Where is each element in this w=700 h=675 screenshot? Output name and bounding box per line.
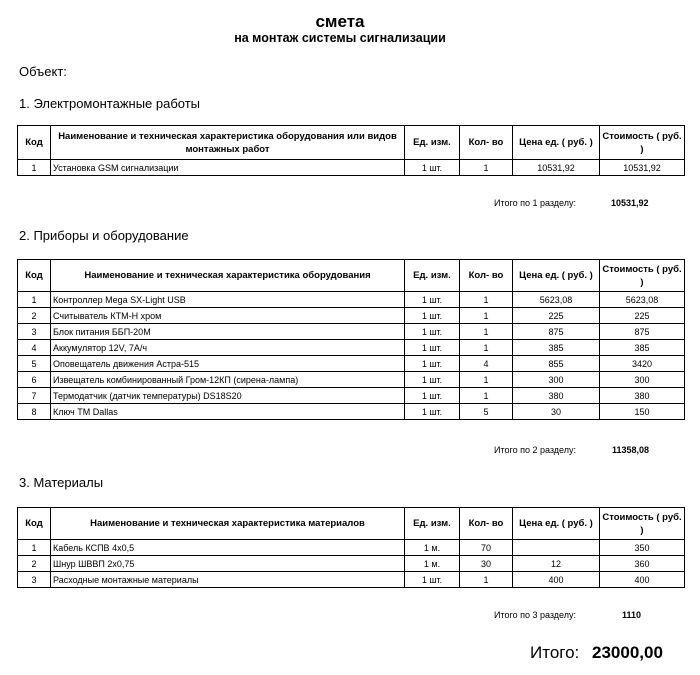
cell-cost: 150 [600,404,685,420]
cell-code: 4 [18,340,51,356]
cell-name: Ключ ТМ Dallas [51,404,405,420]
cell-cost: 3420 [600,356,685,372]
cell-name: Оповещатель движения Астра-515 [51,356,405,372]
cell-code: 1 [18,292,51,308]
col-header-name: Наименование и техническая характеристика материалов [51,508,405,540]
col-header-price: Цена ед. ( руб. ) [513,508,600,540]
table-header-row [18,508,685,540]
col-header-unit: Ед. изм. [405,126,460,160]
col-header-code: Код [18,508,51,540]
cell-price: 855 [513,356,600,372]
cell-price: 10531,92 [513,160,600,176]
grand-total-label: Итого: [530,643,580,662]
cell-code: 3 [18,324,51,340]
col-header-cost: Стоимость ( руб. ) [600,126,685,160]
table-row [18,404,685,420]
table-row [18,324,685,340]
cell-qty: 1 [460,572,513,588]
cell-price [513,540,600,556]
cell-code: 1 [18,160,51,176]
cell-qty: 1 [460,372,513,388]
cell-code: 2 [18,556,51,572]
col-header-name: Наименование и техническая характеристика оборудования [51,260,405,292]
section-2-table [17,259,685,420]
section-1-table [17,125,685,176]
cell-price: 385 [513,340,600,356]
cell-cost: 360 [600,556,685,572]
cell-name: Блок питания ББП-20М [51,324,405,340]
col-header-name: Наименование и техническая характеристика оборудования или видов монтажных работ [51,126,405,160]
cell-name: Извещатель комбинированный Гром-12КП (сирена-лампа) [51,372,405,388]
cell-name: Шнур ШВВП 2х0,75 [51,556,405,572]
cell-price: 380 [513,388,600,404]
cell-qty: 1 [460,160,513,176]
cell-price: 225 [513,308,600,324]
cell-qty: 70 [460,540,513,556]
cell-unit: 1 шт. [405,572,460,588]
cell-code: 6 [18,372,51,388]
cell-unit: 1 шт. [405,340,460,356]
cell-name: Расходные монтажные материалы [51,572,405,588]
table-row [18,372,685,388]
subtotal-value: 1110 [622,610,642,620]
subtotal-value: 11358,08 [612,445,650,455]
cell-cost: 300 [600,372,685,388]
cell-price: 12 [513,556,600,572]
cell-code: 3 [18,572,51,588]
cell-unit: 1 шт. [405,372,460,388]
cell-qty: 1 [460,340,513,356]
table-row [18,356,685,372]
cell-qty: 1 [460,388,513,404]
table-row [18,572,685,588]
col-header-code: Код [18,126,51,160]
object-label: Объект: [19,64,67,79]
cell-unit: 1 шт. [405,292,460,308]
cell-name: Установка GSM сигнализации [51,160,405,176]
cell-price: 5623,08 [513,292,600,308]
col-header-qty: Кол- во [460,126,513,160]
cell-cost: 380 [600,388,685,404]
cell-name: Контроллер Mega SX-Light USB [51,292,405,308]
table-row [18,388,685,404]
section-3-table [17,507,685,588]
cell-code: 2 [18,308,51,324]
subtotal-label: Итого по 3 разделу: [494,610,577,620]
cell-name: Аккумулятор 12V, 7А/ч [51,340,405,356]
section-3-title: 3. Материалы [19,475,104,490]
cell-code: 1 [18,540,51,556]
cell-cost: 225 [600,308,685,324]
cell-cost: 400 [600,572,685,588]
cell-code: 5 [18,356,51,372]
cell-unit: 1 шт. [405,308,460,324]
table-row [18,340,685,356]
table-row [18,540,685,556]
table-row [18,160,685,176]
table-header-row [18,126,685,160]
cell-price: 300 [513,372,600,388]
document-title: смета [315,12,365,31]
table-header-row [18,260,685,292]
cell-code: 7 [18,388,51,404]
cell-cost: 5623,08 [600,292,685,308]
cell-name: Термодатчик (датчик температуры) DS18S20 [51,388,405,404]
col-header-price: Цена ед. ( руб. ) [513,126,600,160]
grand-total [530,643,663,663]
cell-unit: 1 шт. [405,388,460,404]
cell-code: 8 [18,404,51,420]
cell-unit: 1 шт. [405,356,460,372]
subtotal-label: Итого по 1 разделу: [494,198,577,208]
col-header-qty: Кол- во [460,260,513,292]
cell-qty: 1 [460,292,513,308]
section-1-title: 1. Электромонтажные работы [19,96,201,111]
cell-price: 30 [513,404,600,420]
cell-cost: 875 [600,324,685,340]
cell-cost: 350 [600,540,685,556]
col-header-price: Цена ед. ( руб. ) [513,260,600,292]
subtotal-label: Итого по 2 разделу: [494,445,577,455]
cell-name: Кабель КСПВ 4х0,5 [51,540,405,556]
grand-total-value: 23000,00 [592,643,663,662]
cell-cost: 10531,92 [600,160,685,176]
col-header-cost: Стоимость ( руб. ) [600,260,685,292]
cell-unit: 1 м. [405,540,460,556]
cell-qty: 4 [460,356,513,372]
table-row [18,556,685,572]
cell-name: Считыватель КТМ-Н хром [51,308,405,324]
cell-unit: 1 шт. [405,324,460,340]
col-header-unit: Ед. изм. [405,260,460,292]
cell-price: 400 [513,572,600,588]
cell-cost: 385 [600,340,685,356]
cell-qty: 5 [460,404,513,420]
col-header-qty: Кол- во [460,508,513,540]
subtotal-value: 10531,92 [611,198,649,208]
cell-unit: 1 шт. [405,404,460,420]
col-header-code: Код [18,260,51,292]
cell-unit: 1 м. [405,556,460,572]
cell-price: 875 [513,324,600,340]
cell-qty: 1 [460,324,513,340]
cell-qty: 1 [460,308,513,324]
document-subtitle: на монтаж системы сигнализации [234,31,446,45]
cell-qty: 30 [460,556,513,572]
col-header-unit: Ед. изм. [405,508,460,540]
cell-unit: 1 шт. [405,160,460,176]
section-2-title: 2. Приборы и оборудование [19,228,189,243]
table-row [18,308,685,324]
col-header-cost: Стоимость ( руб. ) [600,508,685,540]
table-row [18,292,685,308]
